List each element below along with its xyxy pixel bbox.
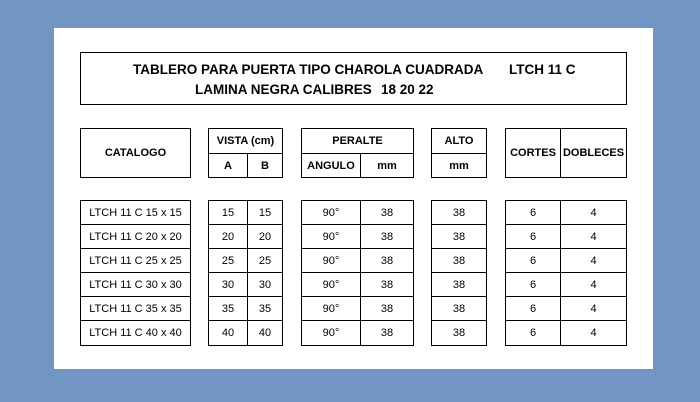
header-peralte-box bbox=[301, 128, 414, 178]
cell-dobleces: 4 bbox=[590, 302, 597, 315]
header-vista: VISTA (cm) bbox=[216, 135, 275, 147]
cell-catalogo: LTCH 11 C 35 x 35 bbox=[89, 302, 182, 315]
cell-vista-b: 25 bbox=[258, 254, 272, 267]
header-catalogo-box bbox=[80, 128, 191, 178]
cell-cortes: 6 bbox=[529, 302, 537, 315]
header-vista-box bbox=[208, 128, 283, 178]
cell-peralte-mm: 38 bbox=[380, 254, 394, 267]
title-box bbox=[80, 52, 627, 105]
title-line-2-label: LAMINA NEGRA CALIBRES bbox=[195, 82, 372, 97]
cell-peralte-mm: 38 bbox=[380, 206, 394, 219]
peralte-columns bbox=[301, 200, 414, 346]
gauge-values: 18 20 22 bbox=[381, 82, 434, 97]
header-peralte-angulo: ANGULO bbox=[307, 159, 355, 172]
cell-cortes: 6 bbox=[529, 206, 537, 219]
cell-alto-mm: 38 bbox=[452, 254, 466, 267]
header-dobleces: DOBLECES bbox=[562, 147, 625, 159]
alto-column bbox=[431, 200, 487, 346]
cell-angulo: 90° bbox=[322, 206, 340, 219]
cell-peralte-mm: 38 bbox=[380, 326, 394, 339]
catalogo-column bbox=[80, 200, 191, 346]
cell-peralte-mm: 38 bbox=[380, 302, 394, 315]
cell-vista-a: 40 bbox=[221, 326, 235, 339]
header-peralte: PERALTE bbox=[332, 135, 383, 147]
cell-dobleces: 4 bbox=[590, 326, 597, 339]
header-alto-mm: mm bbox=[449, 159, 469, 172]
title-line-1: TABLERO PARA PUERTA TIPO CHAROLA CUADRADA bbox=[133, 62, 484, 77]
cell-vista-b: 30 bbox=[258, 278, 272, 291]
cell-cortes: 6 bbox=[529, 326, 537, 339]
cell-catalogo: LTCH 11 C 20 x 20 bbox=[89, 230, 182, 243]
cell-dobleces: 4 bbox=[590, 254, 597, 267]
cell-vista-a: 15 bbox=[221, 206, 235, 219]
cell-catalogo: LTCH 11 C 30 x 30 bbox=[89, 278, 182, 291]
cell-vista-a: 20 bbox=[221, 230, 235, 243]
cell-catalogo: LTCH 11 C 15 x 15 bbox=[89, 206, 182, 219]
cell-dobleces: 4 bbox=[590, 230, 597, 243]
product-code: LTCH 11 C bbox=[509, 62, 576, 77]
header-peralte-mm: mm bbox=[377, 159, 397, 172]
cell-vista-b: 15 bbox=[258, 206, 272, 219]
cell-angulo: 90° bbox=[322, 230, 340, 243]
cell-alto-mm: 38 bbox=[452, 278, 466, 291]
cortes-dobleces-columns bbox=[505, 200, 627, 346]
cell-catalogo: LTCH 11 C 25 x 25 bbox=[89, 254, 182, 267]
header-alto: ALTO bbox=[444, 135, 474, 147]
cell-angulo: 90° bbox=[322, 302, 340, 315]
header-cortes: CORTES bbox=[510, 147, 556, 159]
cell-alto-mm: 38 bbox=[452, 326, 466, 339]
cell-alto-mm: 38 bbox=[452, 206, 466, 219]
cell-angulo: 90° bbox=[322, 254, 340, 267]
cell-angulo: 90° bbox=[322, 326, 340, 339]
header-alto-box bbox=[431, 128, 487, 178]
cell-cortes: 6 bbox=[529, 278, 537, 291]
document-sheet bbox=[54, 28, 653, 369]
cell-angulo: 90° bbox=[322, 278, 340, 291]
cell-dobleces: 4 bbox=[590, 206, 597, 219]
cell-vista-a: 35 bbox=[221, 302, 235, 315]
cell-cortes: 6 bbox=[529, 230, 537, 243]
cell-vista-a: 30 bbox=[221, 278, 235, 291]
cell-peralte-mm: 38 bbox=[380, 230, 394, 243]
cell-alto-mm: 38 bbox=[452, 230, 466, 243]
cell-cortes: 6 bbox=[529, 254, 537, 267]
header-catalogo: CATALOGO bbox=[104, 147, 167, 159]
header-cortes-dobleces-box bbox=[505, 128, 627, 178]
cell-dobleces: 4 bbox=[590, 278, 597, 291]
header-vista-b: B bbox=[261, 159, 269, 172]
header-vista-a: A bbox=[224, 159, 232, 172]
cell-alto-mm: 38 bbox=[452, 302, 466, 315]
cell-vista-a: 25 bbox=[221, 254, 235, 267]
cell-vista-b: 35 bbox=[258, 302, 272, 315]
vista-columns bbox=[208, 200, 283, 346]
cell-vista-b: 20 bbox=[258, 230, 272, 243]
cell-catalogo: LTCH 11 C 40 x 40 bbox=[89, 326, 182, 339]
cell-peralte-mm: 38 bbox=[380, 278, 394, 291]
cell-vista-b: 40 bbox=[258, 326, 272, 339]
